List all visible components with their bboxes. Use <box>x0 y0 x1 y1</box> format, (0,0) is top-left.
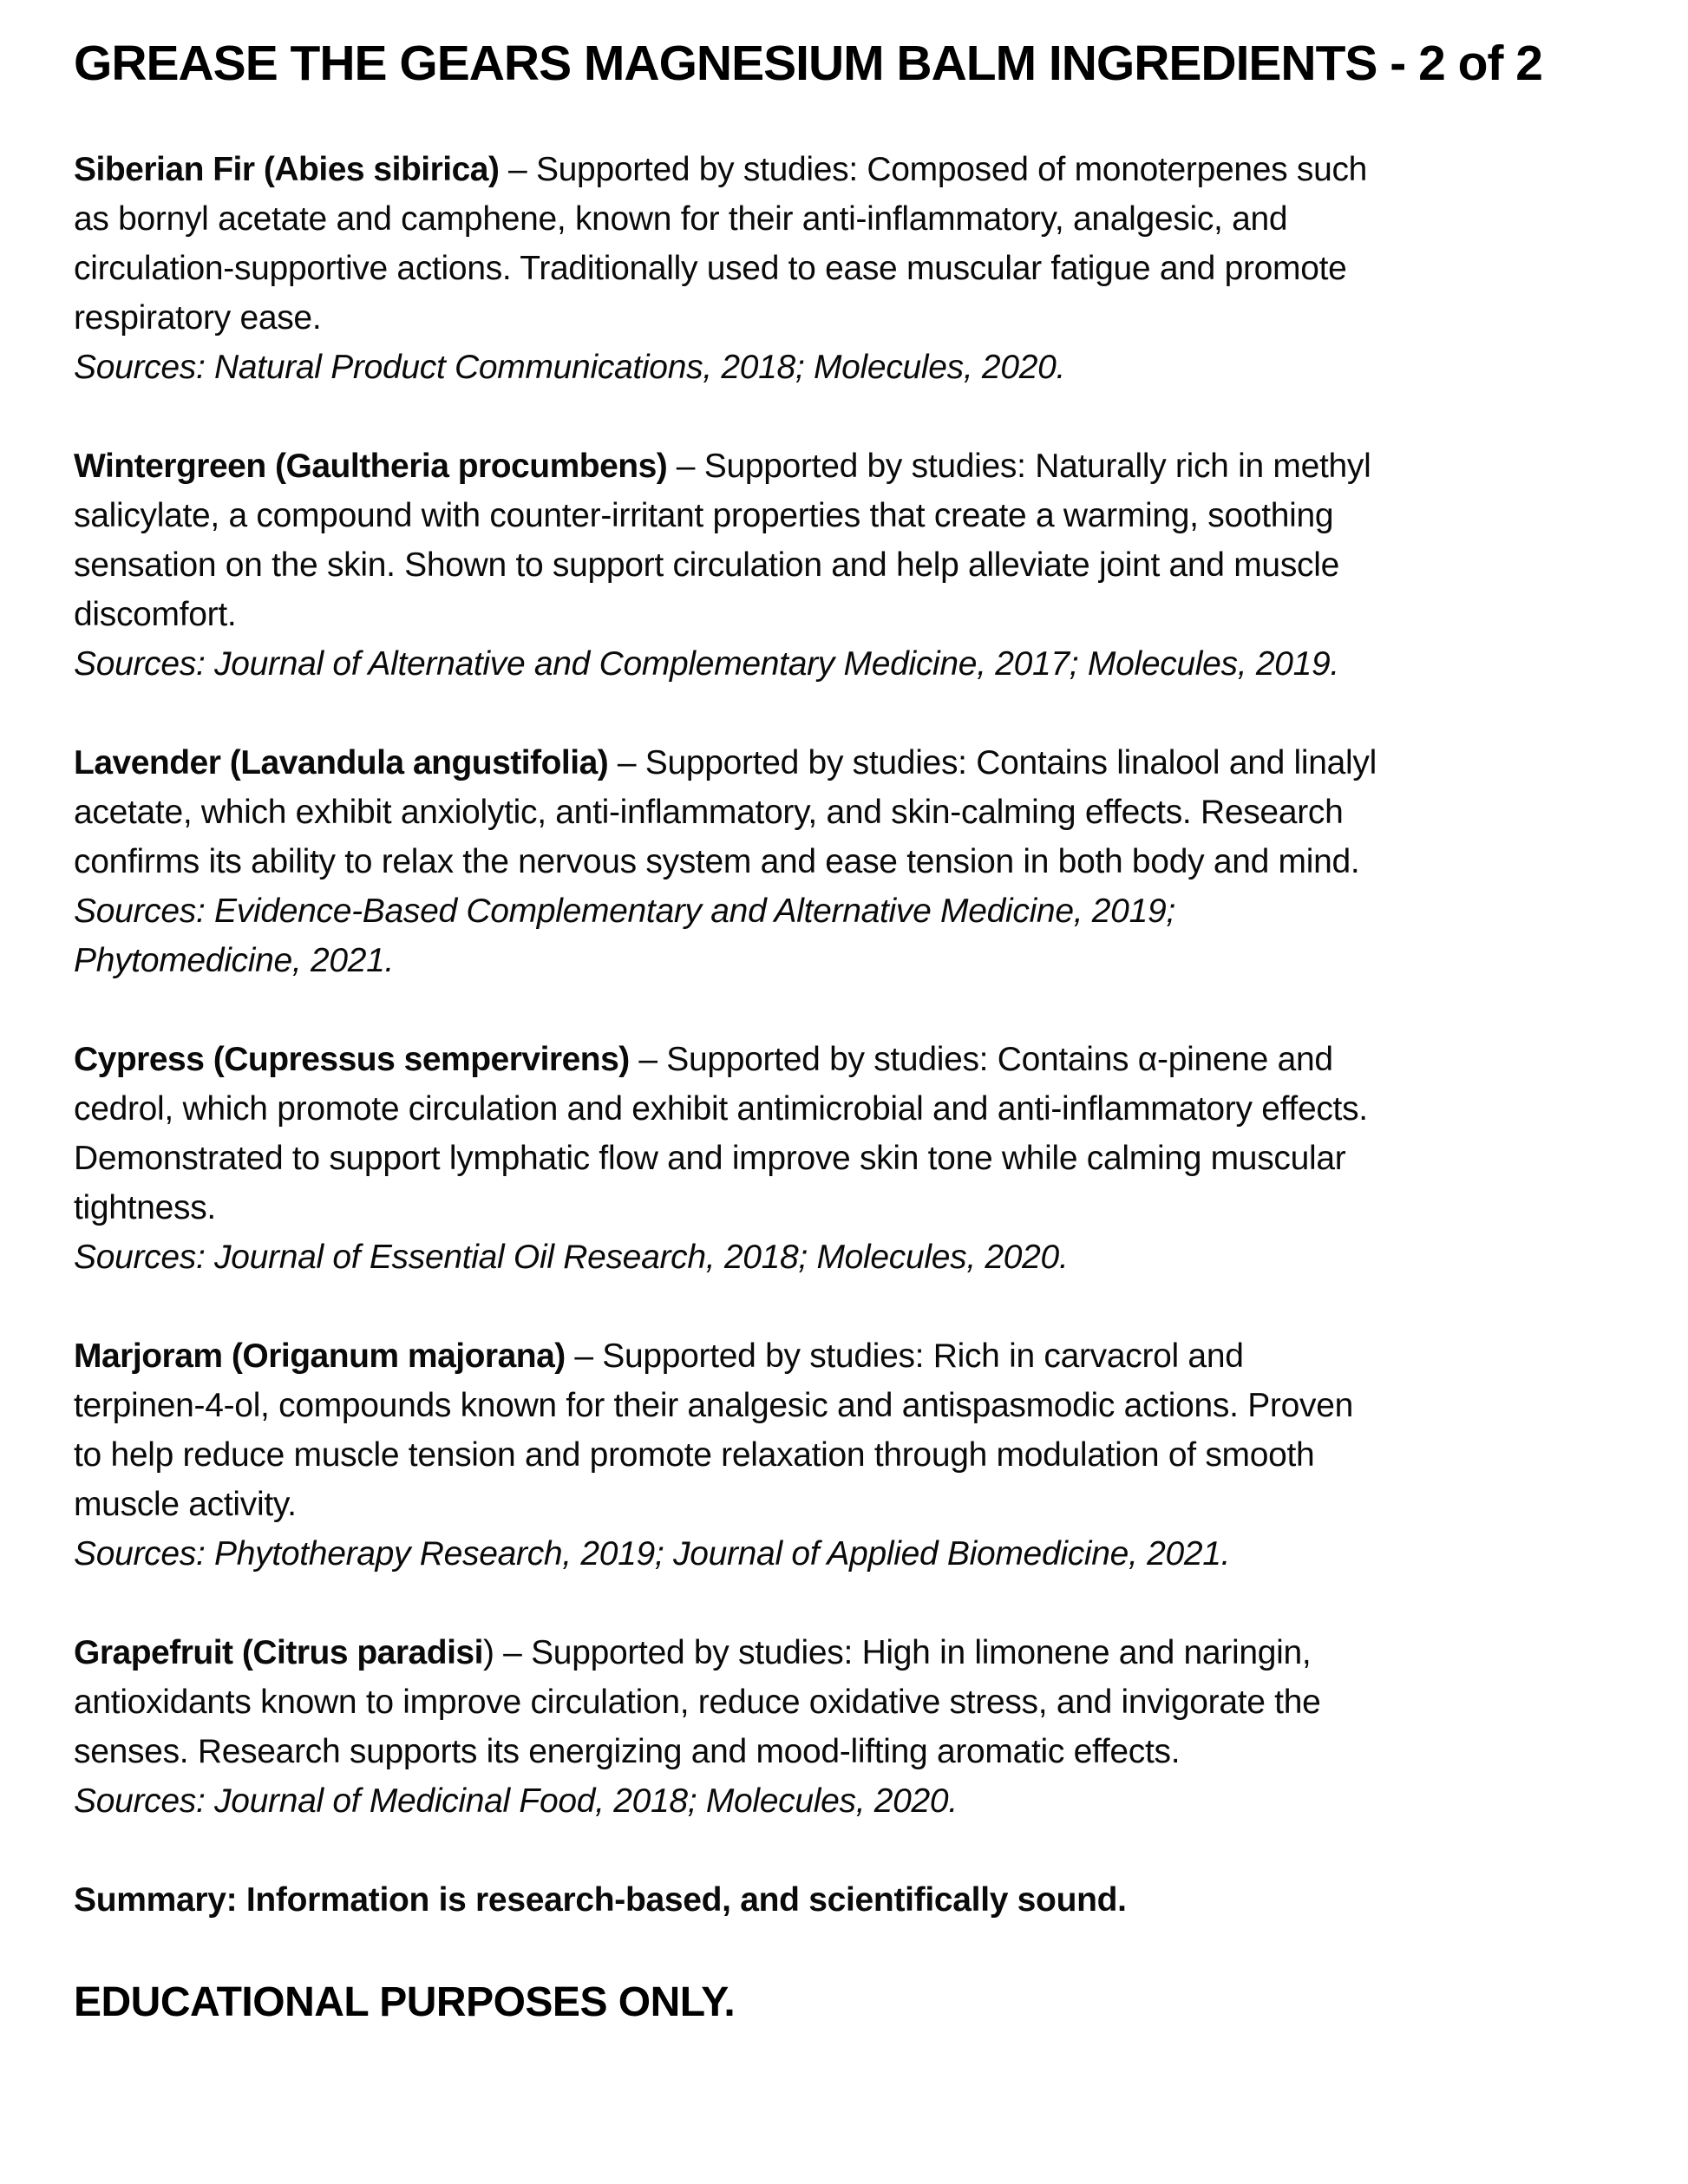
ingredient-description <box>74 1331 1384 1529</box>
document-body <box>74 145 1384 2026</box>
ingredient-name: Wintergreen (Gaultheria procumbens) <box>74 447 668 485</box>
ingredient-text: – Supported by studies: Rich in carvacrol and terpinen-4-ol, compounds known for their analgesic and antispasmodic actions. Proven to help reduce muscle tension and promote relaxation through modulation of smooth muscle activity. <box>74 1337 1353 1523</box>
educational-disclaimer: EDUCATIONAL PURPOSES ONLY. <box>74 1978 736 2025</box>
ingredient-description <box>74 145 1384 343</box>
ingredient-description <box>74 1035 1384 1233</box>
ingredient-description <box>74 441 1384 639</box>
ingredient-text: ) – Supported by studies: High in limonene and naringin, antioxidants known to improve circulation, reduce oxidative stress, and invigorate the senses. Research supports its energizing and mood-lifting aromatic effects. <box>74 1633 1321 1770</box>
ingredient-name: Grapefruit (Citrus paradisi <box>74 1633 483 1671</box>
ingredient-text: – Supported by studies: Contains α-pinene and cedrol, which promote circulation and exhibit antimicrobial and anti-inflammatory effects. Demonstrated to support lymphatic flow and improve skin tone while calming muscular tightness. <box>74 1040 1368 1226</box>
ingredient-sources: Sources: Evidence-Based Complementary and Alternative Medicine, 2019; Phytomedicine, 2021. <box>74 892 1175 979</box>
ingredient-section-marjoram <box>74 1331 1384 1579</box>
ingredient-text: – Supported by studies: Naturally rich in methyl salicylate, a compound with counter-irritant properties that create a warming, soothing sensation on the skin. Shown to support circulation and help alleviate joint and muscle discomfort. <box>74 447 1371 633</box>
ingredient-section-grapefruit <box>74 1628 1384 1826</box>
ingredient-sources: Sources: Journal of Alternative and Complementary Medicine, 2017; Molecules, 2019. <box>74 644 1339 683</box>
ingredient-sources: Sources: Natural Product Communications, 2018; Molecules, 2020. <box>74 348 1066 386</box>
ingredient-sources: Sources: Journal of Essential Oil Research, 2018; Molecules, 2020. <box>74 1238 1069 1276</box>
ingredient-section-siberian-fir <box>74 145 1384 392</box>
page-title: GREASE THE GEARS MAGNESIUM BALM INGREDIENTS - 2 of 2 <box>74 36 1542 91</box>
ingredient-section-cypress <box>74 1035 1384 1282</box>
ingredient-section-wintergreen <box>74 441 1384 689</box>
ingredient-section-lavender <box>74 738 1384 985</box>
ingredient-description <box>74 1628 1384 1776</box>
ingredient-text: – Supported by studies: Contains linalool and linalyl acetate, which exhibit anxiolytic, anti-inflammatory, and skin-calming effects. Research confirms its ability to relax the nervous system and ease tension in both body and mind. <box>74 743 1377 880</box>
ingredient-text: – Supported by studies: Composed of monoterpenes such as bornyl acetate and camphene, known for their anti-inflammatory, analgesic, and circulation-supportive actions. Traditionally used to ease muscular fatigue and promote respiratory ease. <box>74 150 1368 337</box>
ingredient-name: Lavender (Lavandula angustifolia) <box>74 743 609 781</box>
ingredient-name: Siberian Fir (Abies sibirica) <box>74 150 500 188</box>
ingredient-name: Marjoram (Origanum majorana) <box>74 1337 566 1375</box>
ingredient-name: Cypress (Cupressus sempervirens) <box>74 1040 630 1078</box>
summary-statement: Summary: Information is research-based, and scientifically sound. <box>74 1880 1127 1919</box>
ingredient-sources: Sources: Journal of Medicinal Food, 2018; Molecules, 2020. <box>74 1782 958 1820</box>
ingredient-sources: Sources: Phytotherapy Research, 2019; Journal of Applied Biomedicine, 2021. <box>74 1534 1231 1573</box>
ingredient-description <box>74 738 1384 886</box>
